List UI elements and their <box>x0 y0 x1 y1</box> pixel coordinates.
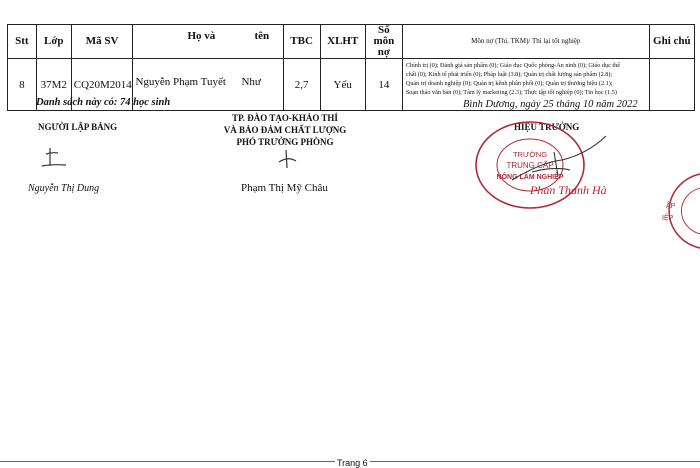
page-number: Trang 6 <box>337 458 368 468</box>
cell-ho-dem: Nguyễn Phạm Tuyết <box>135 76 226 88</box>
mon-no-line: Chính trị (0); Đánh giá sản phẩm (0); Giáo dục Quốc phòng-An ninh (0); Giáo dục thể <box>405 62 620 69</box>
preparer-signature <box>36 144 86 174</box>
col-stt: Stt <box>8 25 37 59</box>
cell-lop: 37M2 <box>36 59 71 111</box>
col-ghi-chu: Ghi chú <box>649 25 694 59</box>
principal-title: HIỆU TRƯỞNG <box>514 122 580 132</box>
dept-title-line: PHÓ TRƯỞNG PHÒNG <box>236 137 334 147</box>
col-ten: tên <box>254 30 270 42</box>
cell-tbc: 2,7 <box>283 59 320 111</box>
edge-stamp-text: IỆP <box>662 215 674 222</box>
mon-no-line: Soạn thảo văn bản (0); Tâm lý marketing (2.3); Thực tập tốt nghiệp (0); Tin học (1.5) <box>405 89 617 96</box>
cell-ma-sv: CQ20M2014 <box>71 59 133 111</box>
place-date: Bình Dương, ngày 25 tháng 10 năm 2022 <box>463 99 638 110</box>
col-lop: Lớp <box>36 25 71 59</box>
dept-title-line: TP. ĐÀO TẠO-KHẢO THÍ <box>232 113 338 123</box>
student-count-summary: Danh sách này có: 74 học sinh <box>36 97 171 108</box>
col-xlht: XLHT <box>320 25 365 59</box>
col-ma-sv: Mã SV <box>71 25 133 59</box>
cell-ghi-chu <box>649 59 694 111</box>
stamp-text-line: TRƯỜNG <box>512 150 548 159</box>
stamp-text-line: TRUNG CẤP <box>506 161 554 170</box>
col-ho-ten <box>133 25 283 59</box>
col-so-mon-no: Số môn nợ <box>365 25 402 59</box>
preparer-handwritten-name: Nguyễn Thị Dung <box>28 183 100 194</box>
table-header-row <box>8 25 695 59</box>
cell-xlht: Yếu <box>320 59 365 111</box>
dept-signer-name: Phạm Thị Mỹ Châu <box>241 182 328 194</box>
preparer-title: NGƯỜI LẬP BẢNG <box>38 122 118 132</box>
col-mon-no: Môn nợ (Thi, TKM)/ Thi lại tốt nghiệp <box>402 25 649 59</box>
edge-stamp-text: ẬP <box>666 203 676 210</box>
cell-ten: Như <box>241 76 261 88</box>
dept-title <box>215 112 355 148</box>
edge-stamp-fragment <box>648 172 700 250</box>
cell-stt: 8 <box>8 59 37 111</box>
stamp-text-line: NÔNG LÂM NGHIỆP <box>496 174 564 181</box>
col-ho-va: Họ và <box>187 30 216 42</box>
principal-name: Phan Thanh Hà <box>530 183 607 197</box>
dept-signature <box>276 148 300 172</box>
mon-no-line: Quản trị doanh nghiệp (0); Quản trị kênh phân phối (0); Quản trị thương hiệu (2.1); <box>405 80 613 87</box>
cell-so-mon-no: 14 <box>365 59 402 111</box>
mon-no-line: chất (0); Kinh tế phát triển (0); Pháp luật (3.8); Quản trị chất lượng sản phẩm (2.8); <box>405 71 613 78</box>
dept-title-line: VÀ BẢO ĐẢM CHẤT LƯỢNG <box>223 125 347 135</box>
col-tbc: TBC <box>283 25 320 59</box>
